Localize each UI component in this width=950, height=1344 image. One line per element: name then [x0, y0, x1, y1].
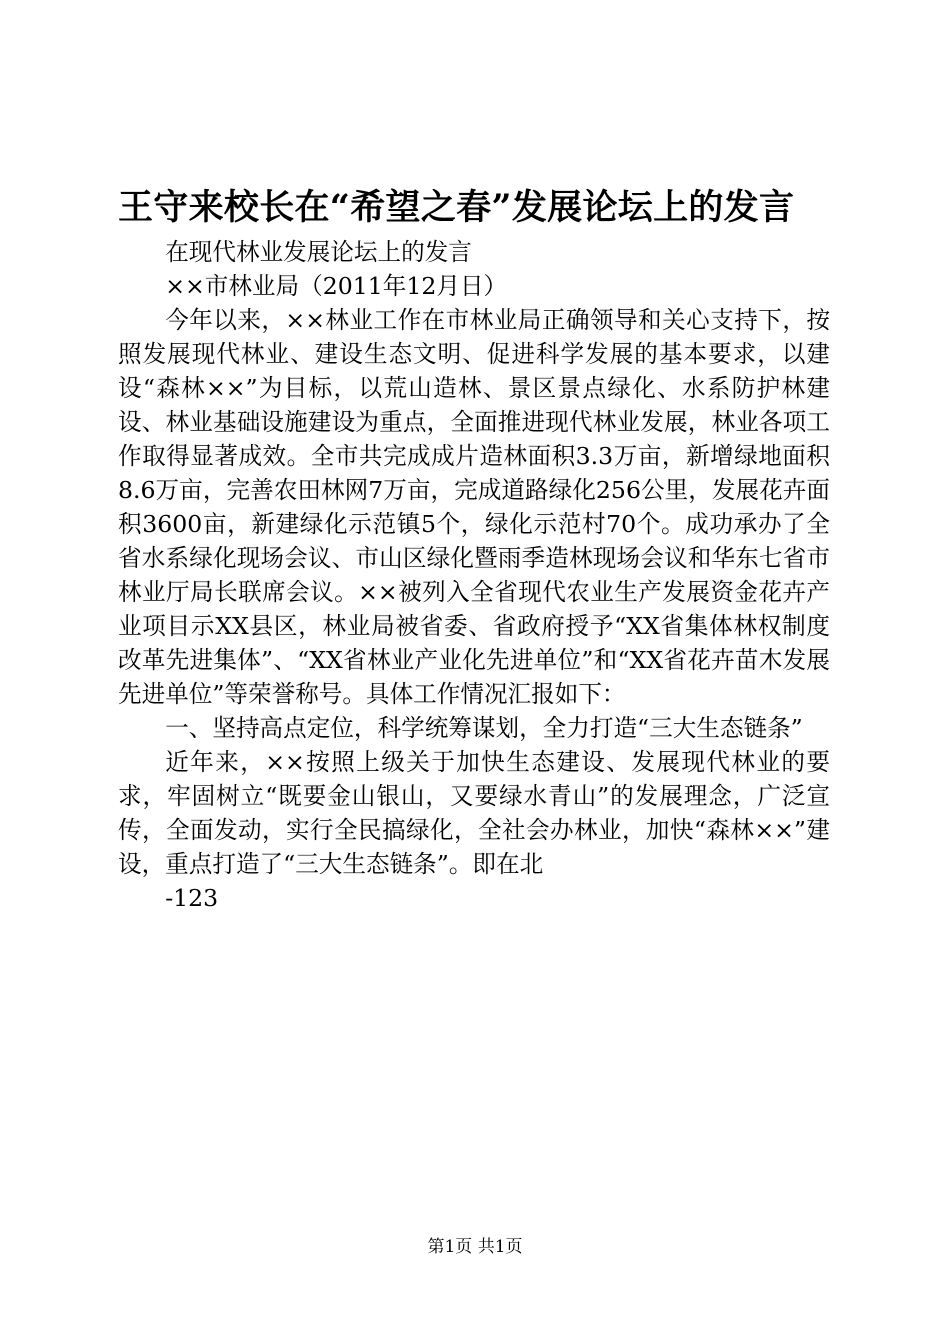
page-number: 第1页 共1页: [427, 1237, 523, 1257]
subtitle-paragraph: 在现代林业发展论坛上的发言: [165, 238, 472, 266]
page-marker: -123: [165, 884, 219, 912]
section-heading: 一、坚持高点定位，科学统筹谋划，全力打造“三大生态链条”: [165, 714, 803, 742]
body-paragraph: 今年以来，××林业工作在市林业局正确领导和关心支持下，按照发展现代林业、建设生态文明、促进科学发展的基本要求，以建设“森林××”为目标，以荒山造林、景区景点绿化、水系防护林建设、林业基础设施建设为重点，全面推进现代林业发展，林业各项工作取得显著成效。全市共完成成片造林面积3.3万亩，新增绿地面积8.6万亩，完善农田林网7万亩，完成道路绿化256公里，发展花卉面积3600亩，新建绿化示范镇5个，绿化示范村70个。成功承办了全省水系绿化现场会议、市山区绿化暨雨季造林现场会议和华东七省市林业厅局长联席会议。××被列入全省现代农业生产发展资金花卉产业项目示XX县区，林业局被省委、省政府授予“XX省集体林权制度改革先进集体”、“XX省林业产业化先进单位”和“XX省花卉苗木发展先进单位”等荣誉称号。具体工作情况汇报如下：: [118, 306, 830, 708]
issuer-date-paragraph: ××市林业局（2011年12月日）: [165, 272, 508, 300]
document-body: [118, 235, 830, 915]
body-paragraph: 近年来，××按照上级关于加快生态建设、发展现代林业的要求，牢固树立“既要金山银山，又要绿水青山”的发展理念，广泛宣传，全面发动，实行全民搞绿化，全社会办林业，加快“森林××”建设，重点打造了“三大生态链条”。即在北: [118, 748, 830, 878]
document-title: 王守来校长在“希望之春”发展论坛上的发言: [118, 187, 795, 228]
